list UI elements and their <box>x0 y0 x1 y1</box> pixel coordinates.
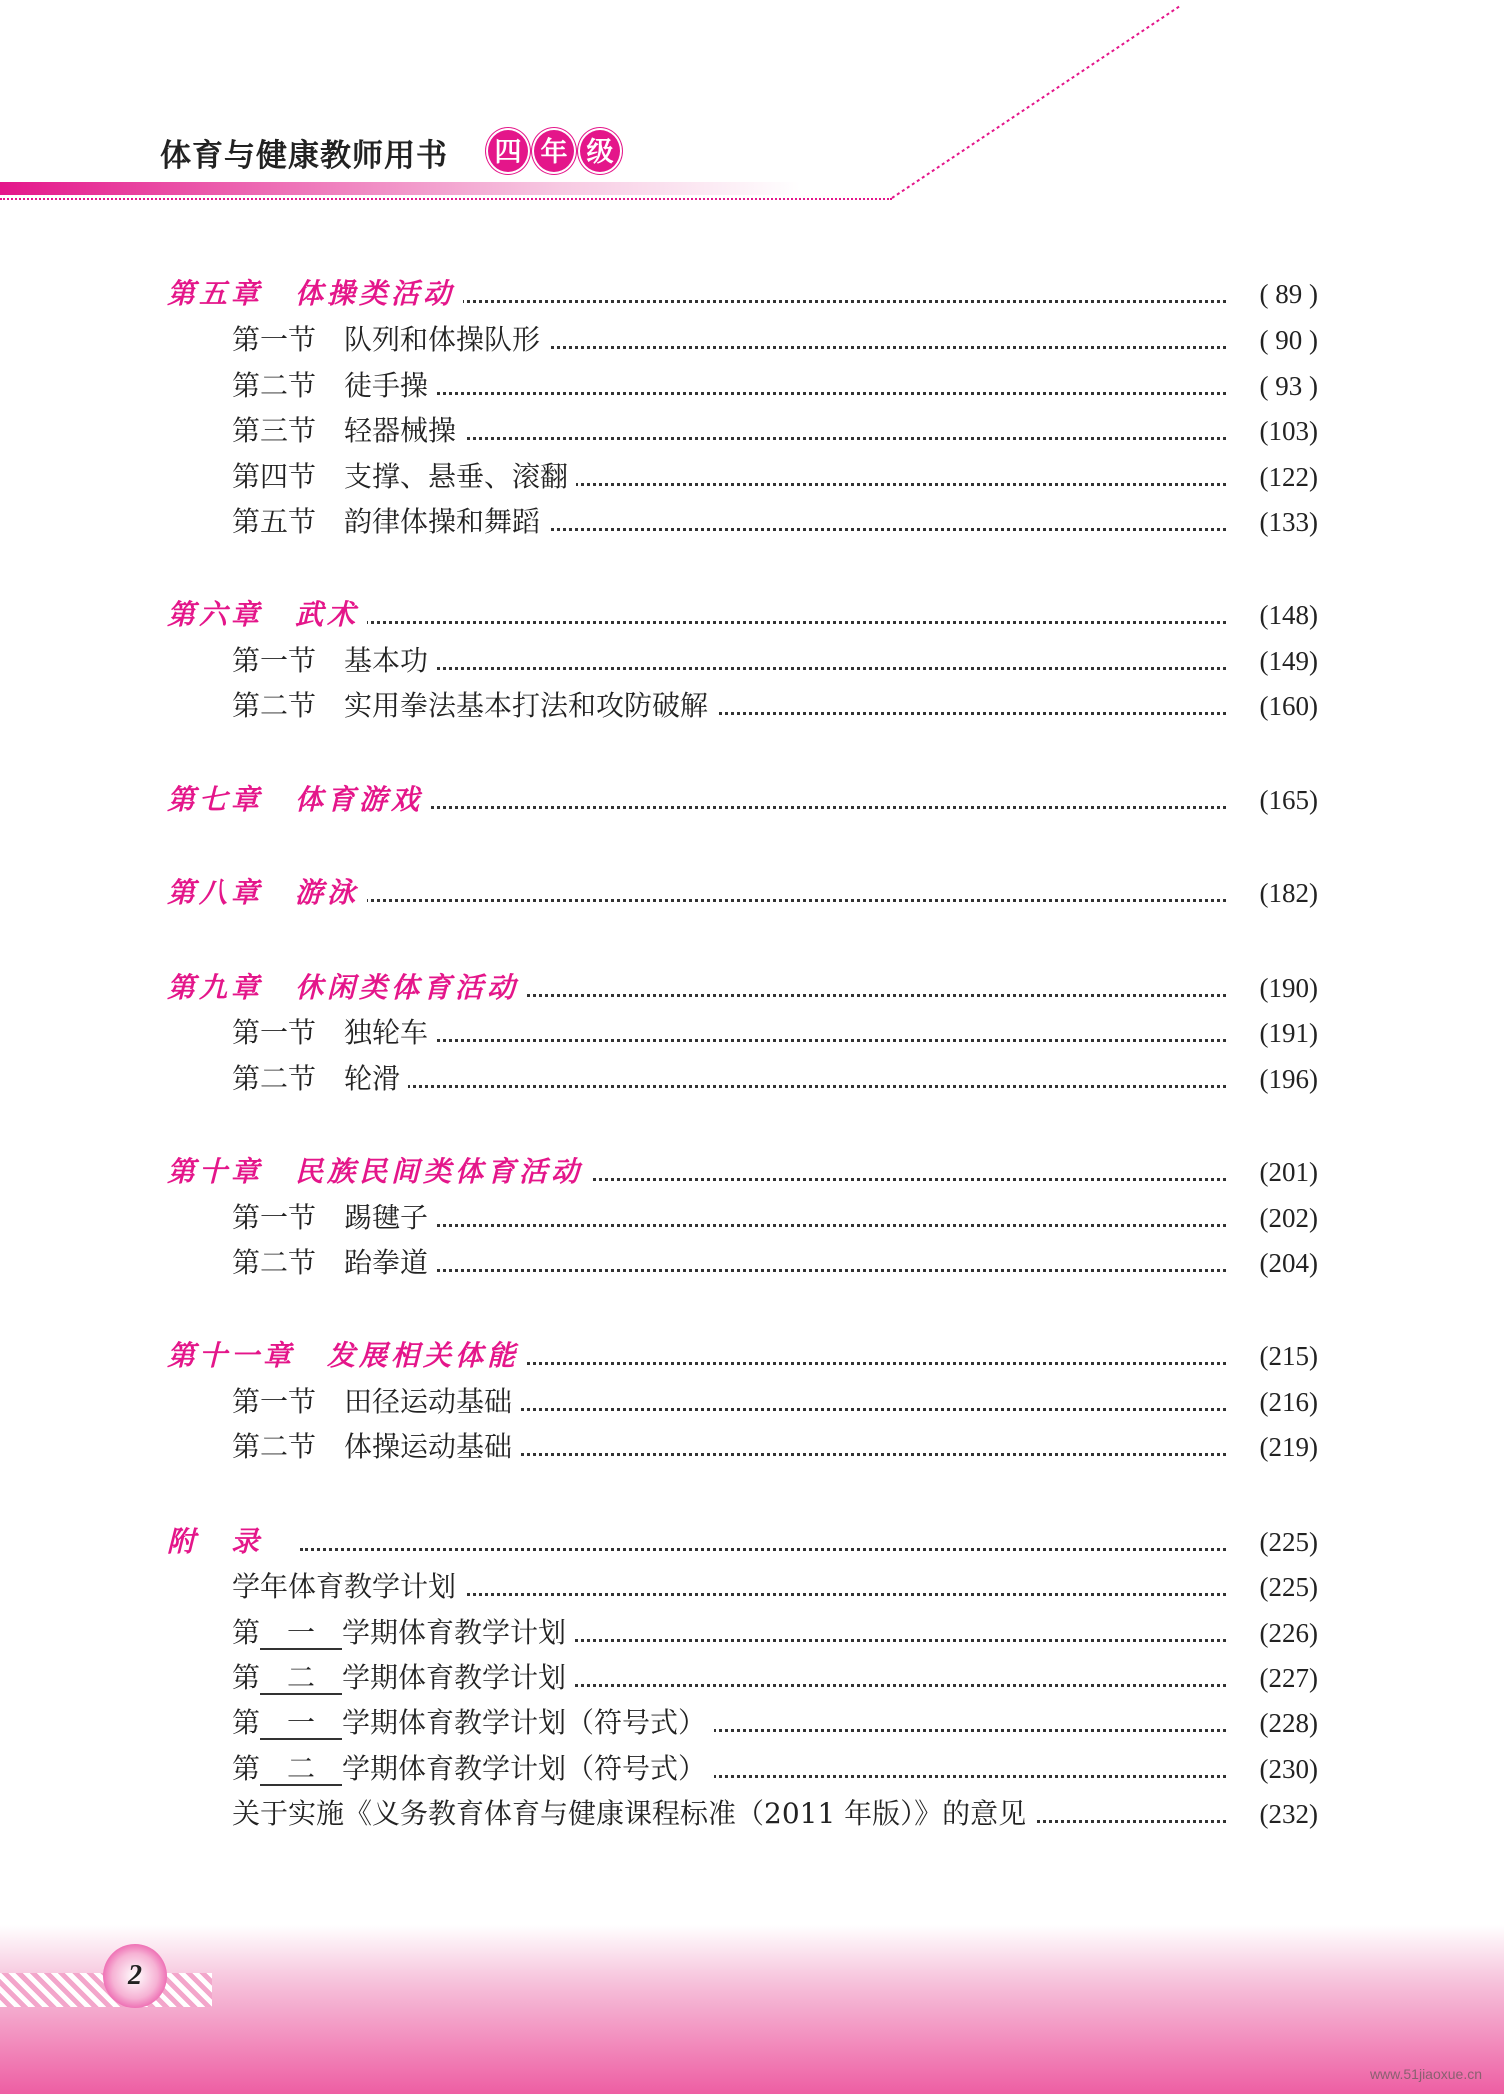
entry-title <box>167 968 527 1008</box>
toc-section[interactable] <box>0 1059 1504 1099</box>
toc-section[interactable] <box>0 457 1504 497</box>
entry-label: 第七章 体育游戏 <box>167 783 424 816</box>
toc-section[interactable] <box>0 1613 1504 1653</box>
toc-chapter[interactable] <box>0 1336 1504 1376</box>
entry-title <box>232 641 436 681</box>
entry-label: 第三节 轻器械操 <box>232 414 457 447</box>
entry-page: (190) <box>1259 973 1318 1003</box>
entry-title <box>232 1703 714 1743</box>
entry-label: 第五节 韵律体操和舞蹈 <box>232 505 541 538</box>
entry-label: 学期体育教学计划（符号式） <box>342 1706 707 1739</box>
entry-page: (204) <box>1259 1248 1318 1278</box>
leader-dots <box>300 899 1226 902</box>
entry-page: (160) <box>1259 691 1318 721</box>
entry-title <box>232 1658 574 1698</box>
entry-blank: 二 <box>260 1663 342 1695</box>
toc-section[interactable] <box>0 1567 1504 1607</box>
grade-badge-2: 年 <box>532 128 576 174</box>
entry-label: 第四节 支撑、悬垂、滚翻 <box>232 460 569 493</box>
entry-page: (148) <box>1259 600 1318 630</box>
entry-page: (216) <box>1259 1387 1318 1417</box>
entry-page: (232) <box>1259 1799 1318 1829</box>
entry-label: 第二节 徒手操 <box>232 369 429 402</box>
toc-section[interactable] <box>0 686 1504 726</box>
grade-badge-3: 级 <box>578 128 622 174</box>
entry-blank: 一 <box>260 1618 342 1650</box>
toc-chapter[interactable] <box>0 595 1504 635</box>
leader-dots <box>300 1224 1226 1227</box>
entry-title <box>167 780 431 820</box>
toc-section[interactable] <box>0 1794 1504 1834</box>
entry-label: 第一节 基本功 <box>232 644 429 677</box>
entry-page: (133) <box>1259 507 1318 537</box>
entry-page: (225) <box>1259 1572 1318 1602</box>
entry-title <box>167 873 367 913</box>
entry-label: 关于实施《义务教育体育与健康课程标准（2011 年版）》的意见 <box>232 1797 1027 1830</box>
toc-chapter[interactable] <box>0 274 1504 314</box>
leader-dots <box>300 1039 1226 1042</box>
entry-title <box>232 686 716 726</box>
entry-label: 第一节 独轮车 <box>232 1016 429 1049</box>
entry-label: 学年体育教学计划 <box>232 1570 457 1603</box>
entry-page: (225) <box>1259 1527 1318 1557</box>
entry-title <box>232 1059 408 1099</box>
entry-title <box>232 1567 464 1607</box>
toc-chapter[interactable] <box>0 968 1504 1008</box>
entry-label: 第一节 队列和体操队形 <box>232 323 541 356</box>
entry-blank: 二 <box>260 1754 342 1786</box>
entry-title <box>232 411 464 451</box>
entry-page: (230) <box>1259 1754 1318 1784</box>
leader-dots <box>300 1085 1226 1088</box>
page-number: 2 <box>103 1944 167 2008</box>
toc-chapter[interactable] <box>0 780 1504 820</box>
watermark: www.51jiaoxue.cn <box>1369 2066 1482 2082</box>
toc-section[interactable] <box>0 1749 1504 1789</box>
entry-title <box>232 1243 436 1283</box>
toc-section[interactable] <box>0 320 1504 360</box>
entry-page: (149) <box>1259 646 1318 676</box>
leader-dots <box>300 392 1226 395</box>
entry-title <box>232 1013 436 1053</box>
entry-prefix: 第 <box>232 1616 261 1649</box>
entry-page: ( 89 ) <box>1259 279 1318 309</box>
entry-prefix: 第 <box>232 1661 261 1694</box>
entry-page: ( 90 ) <box>1259 325 1318 355</box>
leader-dots <box>300 667 1226 670</box>
entry-label: 学期体育教学计划 <box>342 1661 567 1694</box>
leader-dots <box>300 1269 1226 1272</box>
entry-prefix: 第 <box>232 1706 261 1739</box>
entry-blank: 一 <box>260 1708 342 1740</box>
entry-label: 第六章 武术 <box>167 598 360 631</box>
entry-label: 附 录 <box>167 1525 264 1558</box>
entry-page: (122) <box>1259 462 1318 492</box>
entry-page: (226) <box>1259 1618 1318 1648</box>
toc-section[interactable] <box>0 1013 1504 1053</box>
header-dotted-line <box>0 198 892 200</box>
toc-chapter[interactable] <box>0 873 1504 913</box>
entry-page: (165) <box>1259 785 1318 815</box>
entry-title <box>167 1152 591 1192</box>
toc-section[interactable] <box>0 366 1504 406</box>
entry-title <box>232 320 548 360</box>
header-band <box>0 182 800 195</box>
entry-title <box>232 1613 574 1653</box>
entry-title <box>232 457 576 497</box>
toc-chapter[interactable] <box>0 1152 1504 1192</box>
entry-label: 第一节 踢毽子 <box>232 1201 429 1234</box>
entry-title <box>232 502 548 542</box>
entry-title <box>167 274 463 314</box>
entry-page: (202) <box>1259 1203 1318 1233</box>
entry-label: 第五章 体操类活动 <box>167 277 456 310</box>
entry-page: ( 93 ) <box>1259 371 1318 401</box>
entry-title <box>232 1382 520 1422</box>
entry-title <box>232 366 436 406</box>
entry-page: (227) <box>1259 1663 1318 1693</box>
entry-title <box>232 1427 520 1467</box>
toc-section[interactable] <box>0 1703 1504 1743</box>
toc-section[interactable] <box>0 1382 1504 1422</box>
entry-title <box>167 1336 527 1376</box>
footer-band <box>0 1925 1504 2094</box>
book-title: 体育与健康教师用书 <box>160 138 448 174</box>
entry-title <box>232 1794 1034 1834</box>
entry-title <box>167 595 367 635</box>
entry-label: 第二节 体操运动基础 <box>232 1430 513 1463</box>
toc-section[interactable] <box>0 641 1504 681</box>
entry-label: 第一节 田径运动基础 <box>232 1385 513 1418</box>
entry-page: (201) <box>1259 1157 1318 1187</box>
entry-label: 学期体育教学计划 <box>342 1616 567 1649</box>
leader-dots <box>300 806 1226 809</box>
leader-dots <box>300 621 1226 624</box>
entry-page: (196) <box>1259 1064 1318 1094</box>
entry-label: 第十章 民族民间类体育活动 <box>167 1155 584 1188</box>
toc-section[interactable] <box>0 1198 1504 1238</box>
entry-title <box>232 1198 436 1238</box>
entry-label: 第二节 跆拳道 <box>232 1246 429 1279</box>
entry-page: (219) <box>1259 1432 1318 1462</box>
entry-title <box>167 1522 271 1562</box>
entry-label: 第二节 实用拳法基本打法和攻防破解 <box>232 689 709 722</box>
entry-page: (182) <box>1259 878 1318 908</box>
grade-badge-1: 四 <box>486 128 530 174</box>
toc-section[interactable] <box>0 1243 1504 1283</box>
entry-page: (191) <box>1259 1018 1318 1048</box>
entry-label: 第二节 轮滑 <box>232 1062 401 1095</box>
entry-title <box>232 1749 714 1789</box>
toc-section[interactable] <box>0 1658 1504 1698</box>
entry-label: 学期体育教学计划（符号式） <box>342 1752 707 1785</box>
entry-page: (228) <box>1259 1708 1318 1738</box>
toc-section[interactable] <box>0 1427 1504 1467</box>
entry-page: (215) <box>1259 1341 1318 1371</box>
entry-label: 第八章 游泳 <box>167 876 360 909</box>
toc-section[interactable] <box>0 411 1504 451</box>
toc-section[interactable] <box>0 502 1504 542</box>
entry-prefix: 第 <box>232 1752 261 1785</box>
leader-dots <box>300 1548 1226 1551</box>
entry-page: (103) <box>1259 416 1318 446</box>
entry-label: 第十一章 发展相关体能 <box>167 1339 520 1372</box>
entry-label: 第九章 休闲类体育活动 <box>167 971 520 1004</box>
toc-chapter[interactable] <box>0 1522 1504 1562</box>
